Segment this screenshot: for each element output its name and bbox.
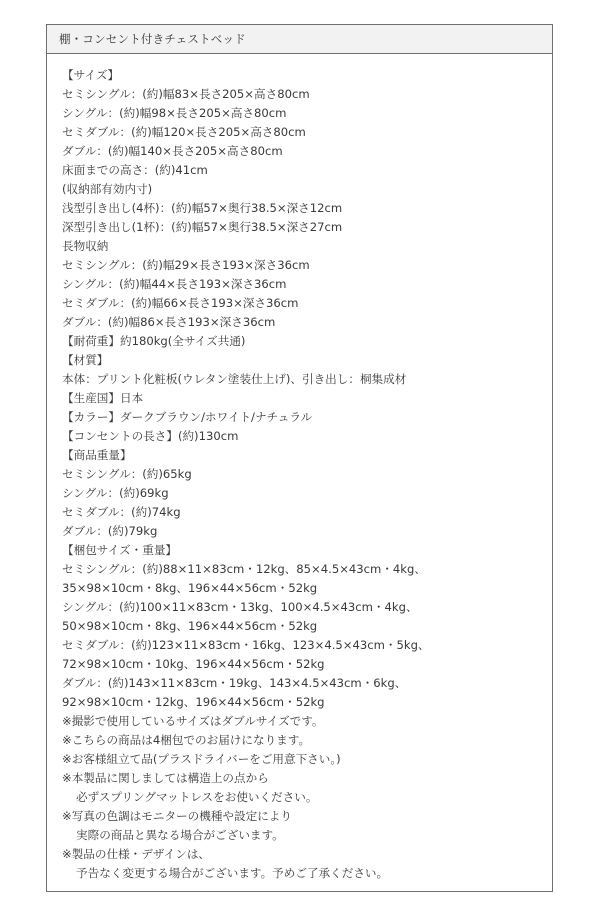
spec-line: ※撮影で使用しているサイズはダブルサイズです。 [62,714,324,728]
spec-line: (収納部有効内寸) [62,182,153,196]
spec-header [47,25,552,54]
spec-line: セミダブル：(約)123×11×83cm・16kg、123×4.5×43cm・5kg、 [62,638,430,652]
spec-line: シングル：(約)幅98×長さ205×高さ80cm [62,106,287,120]
spec-table [46,24,553,892]
spec-line: 72×98×10cm・10kg、196×44×56cm・52kg [62,657,325,671]
spec-line: ダブル：(約)幅86×長さ193×深さ36cm [62,315,276,329]
spec-line: 【商品重量】 [62,448,132,462]
spec-line: 浅型引き出し(4杯)：(約)幅57×奥行38.5×深さ12cm [62,201,343,215]
spec-line: 【カラー】ダークブラウン/ホワイト/ナチュラル [62,410,313,424]
spec-line: 50×98×10cm・8kg、196×44×56cm・52kg [62,619,318,633]
spec-line: ダブル：(約)幅140×長さ205×高さ80cm [62,144,283,158]
spec-line: 本体：プリント化粧板(ウレタン塗装仕上げ)、引き出し：桐集成材 [62,372,407,386]
spec-line: 深型引き出し(1杯)：(約)幅57×奥行38.5×深さ27cm [62,220,343,234]
spec-line: 92×98×10cm・12kg、196×44×56cm・52kg [62,695,325,709]
spec-line: 【耐荷重】約180kg(全サイズ共通) [62,334,246,348]
spec-line: ※製品の仕様・デザインは、 [62,847,211,861]
spec-line: 【コンセントの長さ】(約)130cm [62,429,239,443]
spec-line: セミシングル：(約)幅83×長さ205×高さ80cm [62,87,310,101]
spec-line: セミダブル：(約)74kg [62,505,181,519]
spec-line: セミシングル：(約)幅29×長さ193×深さ36cm [62,258,310,272]
spec-line: セミダブル：(約)幅120×長さ205×高さ80cm [62,125,306,139]
spec-line: 長物収納 [62,239,109,253]
spec-line: 予告なく変更する場合がございます。予めご了承ください。 [76,866,389,880]
spec-line: 実際の商品と異なる場合がございます。 [76,828,284,842]
spec-line: 【生産国】日本 [62,391,144,405]
spec-line: ダブル：(約)143×11×83cm・19kg、143×4.5×43cm・6kg、 [62,676,407,690]
spec-line: 【サイズ】 [62,68,120,82]
spec-line: セミシングル：(約)88×11×83cm・12kg、85×4.5×43cm・4kg、 [62,562,426,576]
spec-line: 【梱包サイズ・重量】 [62,543,178,557]
spec-line: ※こちらの商品は4梱包でのお届けになります。 [62,733,311,747]
spec-line: 【材質】 [62,353,109,367]
spec-list [62,66,544,883]
spec-line: セミダブル：(約)幅66×長さ193×深さ36cm [62,296,299,310]
spec-line: 35×98×10cm・8kg、196×44×56cm・52kg [62,581,318,595]
spec-line: シングル：(約)69kg [62,486,169,500]
spec-line: シングル：(約)100×11×83cm・13kg、100×4.5×43cm・4kg、 [62,600,418,614]
spec-line: シングル：(約)幅44×長さ193×深さ36cm [62,277,287,291]
spec-line: ※お客様組立て品(プラスドライバーをご用意下さい。) [62,752,341,766]
spec-line: セミシングル：(約)65kg [62,467,192,481]
spec-line: ※写真の色調はモニターの機種や設定により [62,809,292,823]
spec-line: 必ずスプリングマットレスをお使いください。 [76,790,318,804]
spec-title: 棚・コンセント付きチェストベッド [59,32,246,46]
spec-line: 床面までの高さ：(約)41cm [62,163,208,177]
spec-line: ダブル：(約)79kg [62,524,158,538]
spec-line: ※本製品に関しましては構造上の点から [62,771,269,785]
